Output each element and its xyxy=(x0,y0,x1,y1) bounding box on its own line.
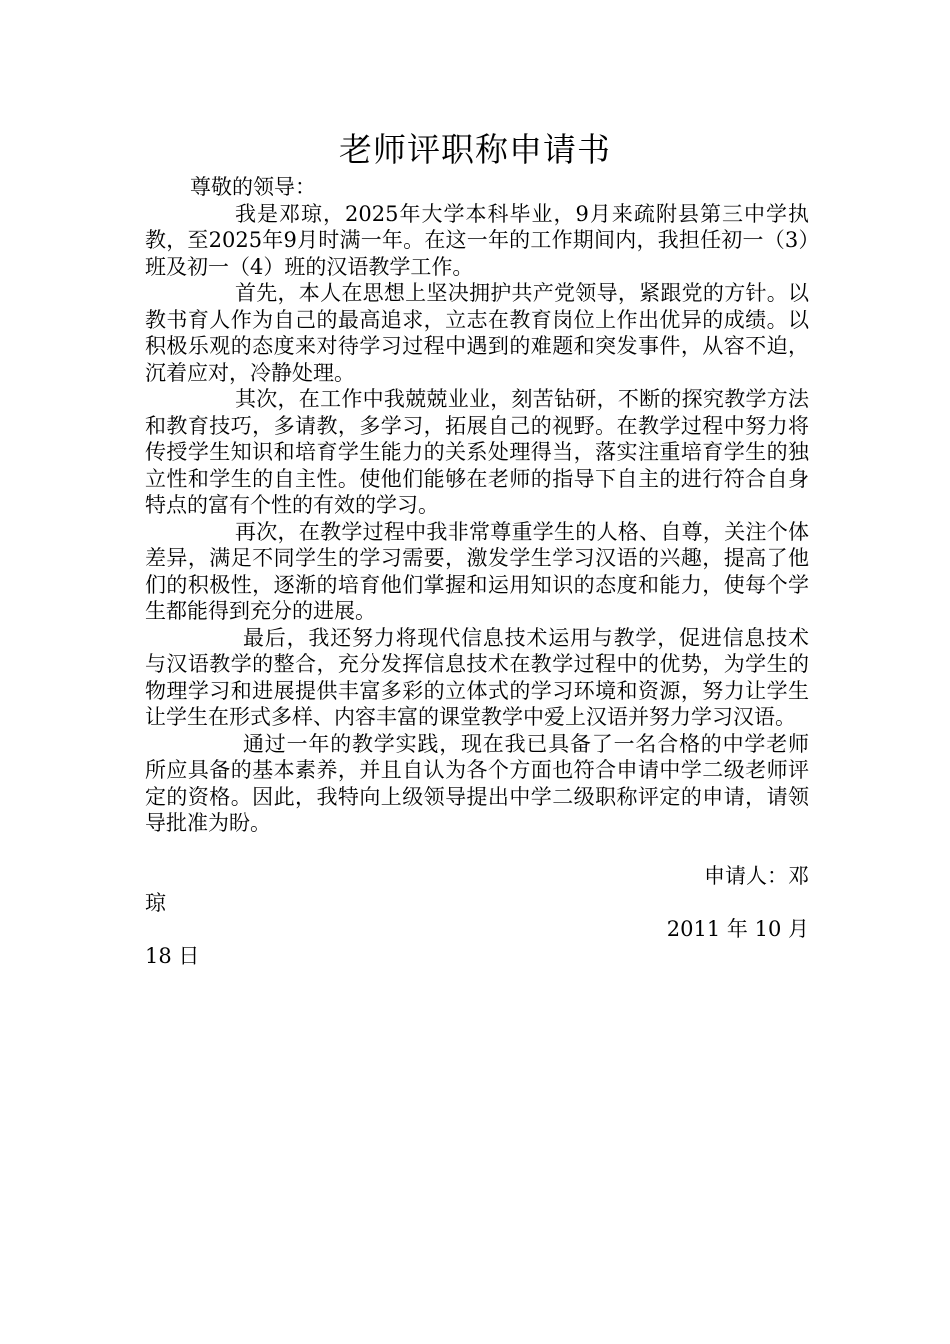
paragraph-finally: 最后，我还努力将现代信息技术运用与教学，促进信息技术与汉语教学的整合，充分发挥信息技术在教学过程中的优势，为学生的物理学习和进展提供丰富多彩的立体式的学习环境和资源，努力让学生让学生在形式多样、内容丰富的课堂教学中爱上汉语并努力学习汉语。 xyxy=(145,625,809,729)
application-date-tail: 18 日 xyxy=(145,943,200,968)
applicant-signature-tail: 琼 xyxy=(145,890,166,915)
document-title: 老师评职称申请书 xyxy=(339,130,611,169)
paragraph-intro: 我是邓琼，2025年大学本科毕业，9月来疏附县第三中学执教，至2025年9月时满一年。在这一年的工作期间内，我担任初一（3）班及初一（4）班的汉语教学工作。 xyxy=(145,201,809,279)
paragraph-first: 首先，本人在思想上坚决拥护共产党领导，紧跟党的方针。以教书育人作为自己的最高追求，立志在教育岗位上作出优异的成绩。以积极乐观的态度来对待学习过程中遇到的难题和突发事件，从容不迫，沉着应对，冷静处理。 xyxy=(145,281,809,385)
paragraph-conclusion: 通过一年的教学实践，现在我已具备了一名合格的中学老师所应具备的基本素养，并且自认为各个方面也符合申请中学二级老师评定的资格。因此，我特向上级领导提出中学二级职称评定的申请，请领导批准为盼。 xyxy=(145,731,809,835)
application-date: 2011 年 10 月 xyxy=(666,917,809,941)
paragraph-second: 其次，在工作中我兢兢业业，刻苦钻研，不断的探究教学方法和教育技巧，多请教，多学习，拓展自己的视野。在教学过程中努力将传授学生知识和培育学生能力的关系处理得当，落实注重培育学生的独立性和学生的自主性。使他们能够在老师的指导下自主的进行符合自身特点的富有个性的有效的学习。 xyxy=(145,387,809,517)
applicant-signature: 申请人：邓 xyxy=(704,864,809,888)
document-body xyxy=(145,174,809,969)
salutation: 尊敬的领导： xyxy=(190,175,316,199)
blank-line xyxy=(145,837,809,864)
paragraph-third: 再次，在教学过程中我非常尊重学生的人格、自尊，关注个体差异，满足不同学生的学习需要，激发学生学习汉语的兴趣，提高了他们的积极性，逐渐的培育他们掌握和运用知识的态度和能力，使每个学生都能得到充分的进展。 xyxy=(145,519,809,623)
